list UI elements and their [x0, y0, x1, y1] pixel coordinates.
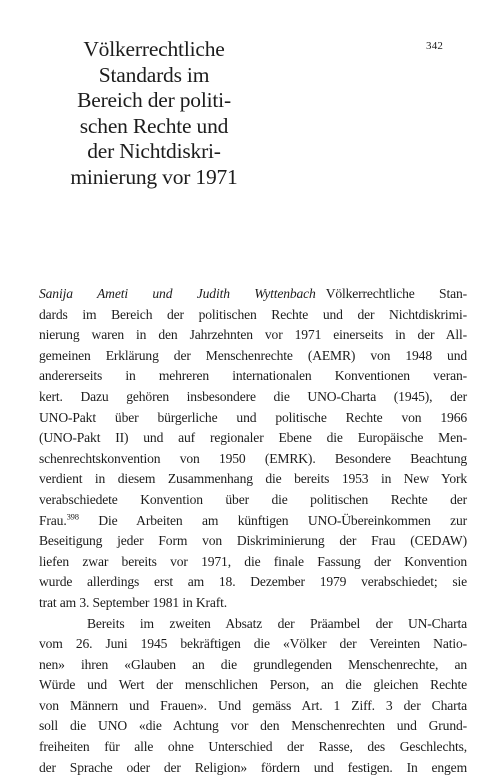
text-line: nen» ihren «Glauben an die grundlegenden Menschenrechte, an: [39, 656, 467, 672]
text-line: soll die UNO «die Achtung vor den Menschenrechten und Grund-: [39, 718, 467, 734]
text-line: wurde allerdings erst am 18. Dezember 1979 verabschiedet; sie: [39, 574, 467, 590]
text-line: gemeinen Erklärung der Menschenrechte (AEMR) von 1948 und: [39, 347, 467, 363]
page-number: 342: [426, 40, 444, 52]
text-fragment: Völkerrechtliche Stan-: [325, 286, 467, 301]
text-fragment: Frau.: [39, 512, 67, 528]
text-line: Beseitigung jeder Form von Diskriminierung der Frau (CEDAW): [39, 533, 467, 549]
text-line: dards im Bereich der politischen Rechte und der Nichtdiskrimi-: [39, 306, 467, 322]
text-line: der Sprache oder der Religion» fördern und festigen. In engem: [39, 759, 467, 775]
title-line: Bereich der politi-: [77, 88, 231, 113]
text-line: andererseits in mehreren internationalen Konventionen veran-: [39, 368, 467, 384]
footnote-reference[interactable]: 398: [66, 511, 79, 521]
text-line: verabschiedete Konvention über die politischen Rechte der: [39, 491, 467, 507]
title-line: der Nichtdiskri-: [87, 139, 221, 164]
text-line: (UNO-Pakt II) und auf regionaler Ebene die Europäische Men-: [39, 430, 467, 446]
title-line: schen Rechte und: [79, 113, 229, 138]
body-text: [39, 284, 467, 778]
text-line-first: [39, 284, 467, 305]
chapter-title: [30, 37, 278, 191]
text-line: von Männern und Frauen». Und gemäss Art. 1 Ziff. 3 der Charta: [39, 697, 467, 713]
paragraph-start-line: Bereits im zweiten Absatz der Präambel der UN-Charta: [87, 615, 467, 631]
title-line: Völkerrechtliche: [83, 37, 225, 61]
paragraph-end-line: trat am 3. September 1981 in Kraft.: [39, 594, 228, 610]
title-line: Standards im: [98, 62, 210, 87]
text-line: nierung waren in den Jahrzehnten vor 1971 einerseits in der All-: [39, 327, 467, 343]
text-line: UNO-Pakt über bürgerliche und politische Rechte von 1966: [39, 409, 467, 425]
text-line: schenrechtskonvention von 1950 (EMRK). Besondere Beachtung: [39, 450, 467, 466]
text-fragment: Die Arbeiten am künftigen UNO-Übereinkommen zur: [78, 512, 467, 528]
text-line: kert. Dazu gehören insbesondere die UNO-Charta (1945), der: [39, 388, 467, 404]
text-line: liefen zwar bereits vor 1971, die finale Fassung der Konvention: [39, 553, 467, 569]
text-line: Würde und Wert der menschlichen Person, an die gleichen Rechte: [39, 677, 467, 693]
title-line: minierung vor 1971: [70, 164, 238, 189]
text-line: vom 26. Juni 1945 bekräftigen die «Völker der Vereinten Natio-: [39, 636, 467, 652]
text-line-footnote: [39, 511, 467, 532]
text-line: freiheiten für alle ohne Unterschied der Rasse, des Geschlechts,: [39, 739, 467, 755]
text-line: verdient in diesem Zusammenhang die bereits 1953 in New York: [39, 471, 467, 487]
authors: Sanija Ameti und Judith Wyttenbach: [39, 286, 316, 301]
